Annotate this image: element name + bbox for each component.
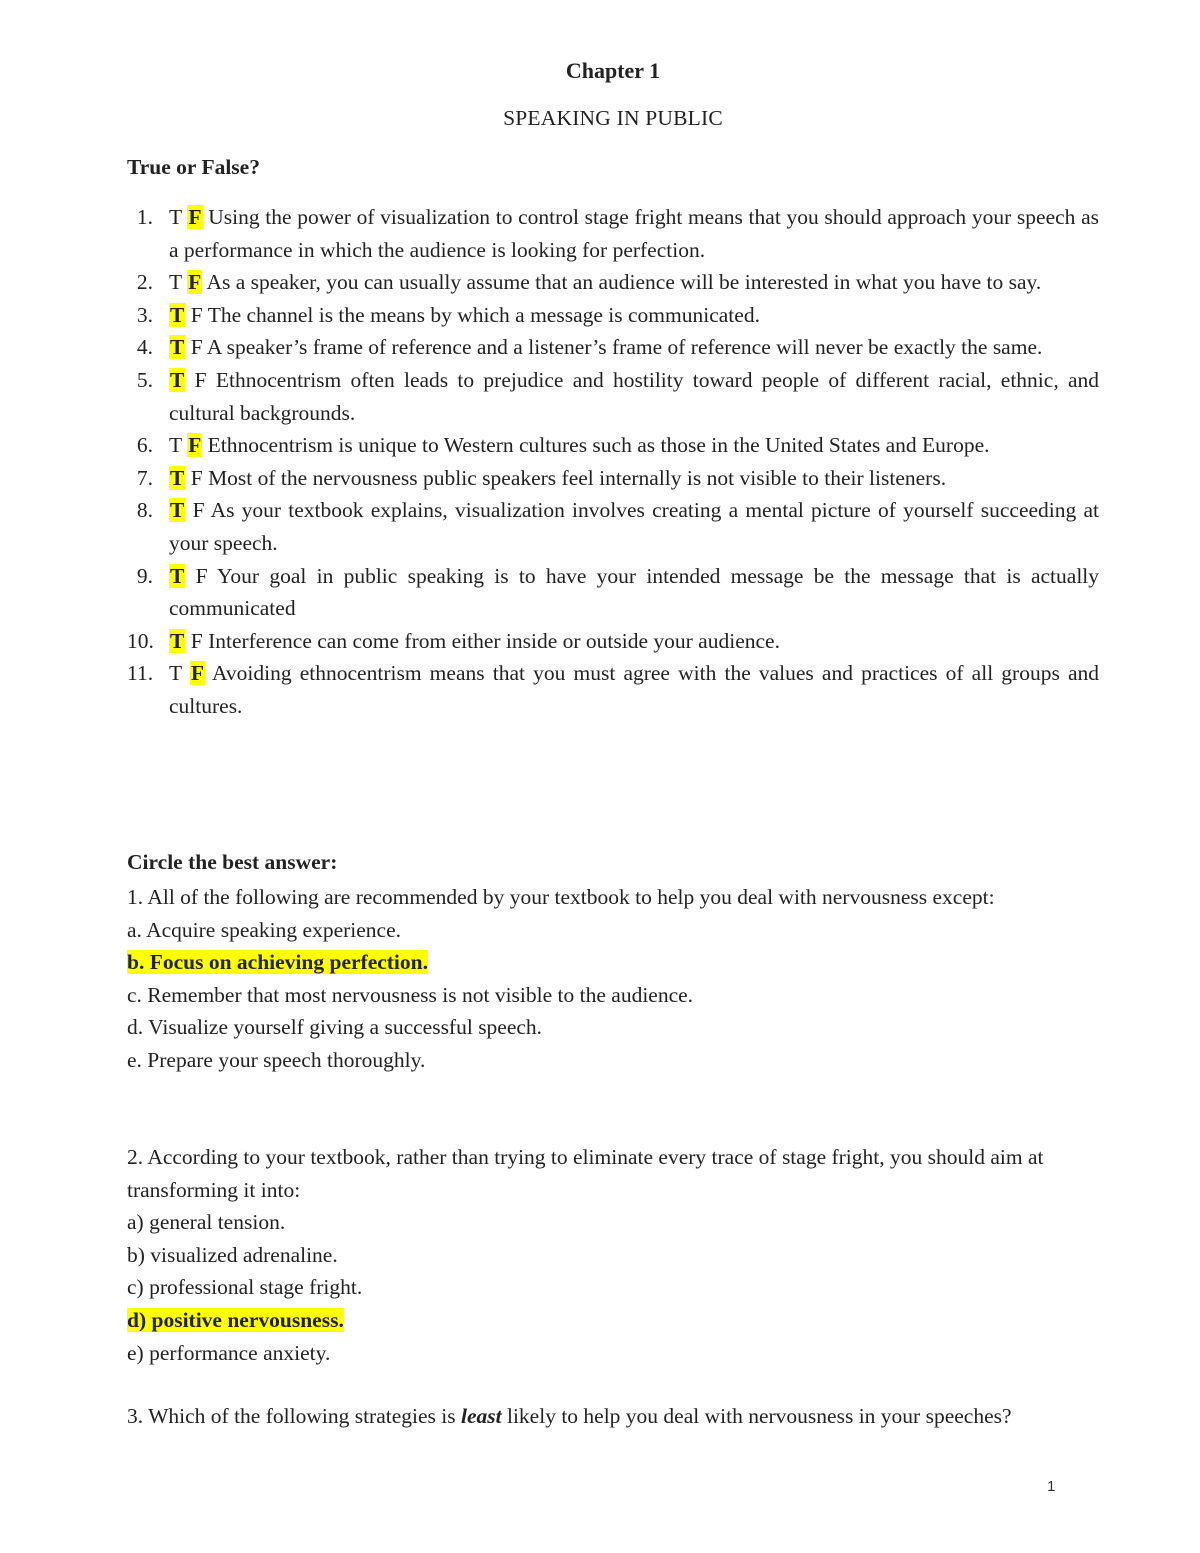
tf-statement: Interference can come from either inside or outside your audience.: [208, 628, 780, 653]
tf-item: [127, 266, 1099, 299]
tf-option: F: [192, 498, 205, 523]
tf-statement: Ethnocentrism is unique to Western cultures such as those in the United States and Europe.: [207, 433, 990, 458]
tf-answer-highlight: F: [188, 270, 202, 295]
tf-option: T: [169, 270, 182, 295]
tf-item: [127, 560, 1099, 625]
tf-option: F: [190, 628, 203, 653]
tf-statement: The channel is the means by which a message is communicated.: [207, 302, 760, 327]
tf-item: [127, 462, 1099, 495]
tf-answer-highlight: T: [170, 302, 185, 327]
tf-option: F: [194, 367, 207, 392]
tf-option: F: [190, 465, 203, 490]
tf-item-number: 1.: [136, 205, 153, 229]
tf-item-number: 4.: [136, 335, 153, 360]
tf-answer-highlight: T: [170, 367, 185, 392]
tf-item: [127, 625, 1099, 658]
tf-item-number: 8.: [136, 498, 153, 523]
tf-option: F: [190, 302, 203, 327]
q1-option-b-correct: b. Focus on achieving perfection.: [127, 950, 428, 975]
tf-answer-highlight: T: [170, 498, 185, 523]
tf-item-number: 9.: [136, 563, 153, 588]
q1-option-e: e. Prepare your speech thoroughly.: [127, 1047, 426, 1072]
tf-item-number: 10.: [127, 628, 154, 653]
page-number: 1: [1047, 1478, 1056, 1495]
q2-option-d-correct: d) positive nervousness.: [127, 1307, 344, 1332]
tf-statement: Using the power of visualization to control stage fright means that you should approach your speech as a performance in which the audience is looking for perfection.: [169, 205, 1099, 262]
tf-option: T: [169, 205, 182, 229]
question-1: [127, 881, 1099, 1077]
question-3-emphasis: least: [461, 1404, 502, 1428]
tf-item: [127, 657, 1099, 722]
question-3-text: [127, 1400, 1099, 1433]
tf-item: [127, 494, 1099, 559]
tf-item-number: 6.: [136, 433, 153, 458]
tf-answer-highlight: F: [190, 661, 205, 686]
tf-option: F: [190, 335, 203, 360]
tf-statement: Your goal in public speaking is to have your intended message be the message that is actually communicated: [169, 563, 1100, 621]
tf-option: F: [195, 563, 208, 588]
question-3: [127, 1400, 1099, 1433]
chapter-title: Chapter 1: [565, 58, 661, 83]
tf-statement: Ethnocentrism often leads to prejudice and hostility toward people of different racial, ethnic, and cultural backgrounds.: [169, 367, 1100, 425]
tf-statement: Most of the nervousness public speakers feel internally is not visible to their listeners.: [208, 465, 947, 490]
multiple-choice-heading: Circle the best answer:: [127, 850, 338, 874]
tf-statement: Avoiding ethnocentrism means that you must agree with the values and practices of all groups and cultures.: [169, 661, 1099, 718]
tf-answer-highlight: F: [188, 205, 202, 229]
tf-item: [127, 331, 1099, 364]
tf-item: [127, 201, 1099, 266]
tf-answer-highlight: T: [170, 465, 185, 490]
tf-statement: As a speaker, you can usually assume that an audience will be interested in what you have to say.: [206, 270, 1042, 295]
tf-item: [127, 364, 1099, 429]
tf-item-number: 7.: [136, 465, 153, 490]
true-false-heading: True or False?: [127, 155, 260, 179]
q1-option-d: d. Visualize yourself giving a successful speech.: [127, 1015, 543, 1040]
tf-item: [127, 429, 1099, 462]
q2-option-a: a) general tension.: [127, 1210, 286, 1235]
tf-item-number: 2.: [136, 270, 153, 295]
tf-item-number: 11.: [127, 661, 154, 686]
q1-option-c: c. Remember that most nervousness is not visible to the audience.: [127, 982, 694, 1007]
q1-option-a: a. Acquire speaking experience.: [127, 917, 401, 942]
tf-item: [127, 299, 1099, 332]
tf-answer-highlight: F: [188, 433, 202, 458]
tf-answer-highlight: T: [170, 335, 185, 360]
tf-answer-highlight: T: [170, 563, 185, 588]
question-2: [127, 1141, 1099, 1369]
tf-option: T: [169, 661, 182, 686]
tf-item-number: 3.: [136, 302, 153, 327]
true-false-list: [127, 201, 1099, 723]
tf-item-number: 5.: [136, 367, 153, 392]
question-3-text-start: 3. Which of the following strategies is: [127, 1404, 461, 1428]
tf-statement: A speaker’s frame of reference and a listener’s frame of reference will never be exactly the same.: [206, 335, 1043, 360]
tf-answer-highlight: T: [170, 628, 185, 653]
tf-statement: As your textbook explains, visualization involves creating a mental picture of yourself succeeding at your speech.: [169, 498, 1099, 555]
q2-option-c: c) professional stage fright.: [127, 1275, 363, 1300]
q2-option-e: e) performance anxiety.: [127, 1340, 331, 1365]
q2-option-b: b) visualized adrenaline.: [127, 1242, 338, 1267]
question-2-text: 2. According to your textbook, rather than trying to eliminate every trace of stage fright, you should aim at transforming it into:: [127, 1145, 1044, 1202]
chapter-subtitle: SPEAKING IN PUBLIC: [503, 106, 723, 130]
tf-option: T: [169, 433, 182, 458]
question-3-text-end: likely to help you deal with nervousness in your speeches?: [501, 1404, 1012, 1428]
question-1-text: 1. All of the following are recommended by your textbook to help you deal with nervousness except:: [127, 885, 995, 909]
